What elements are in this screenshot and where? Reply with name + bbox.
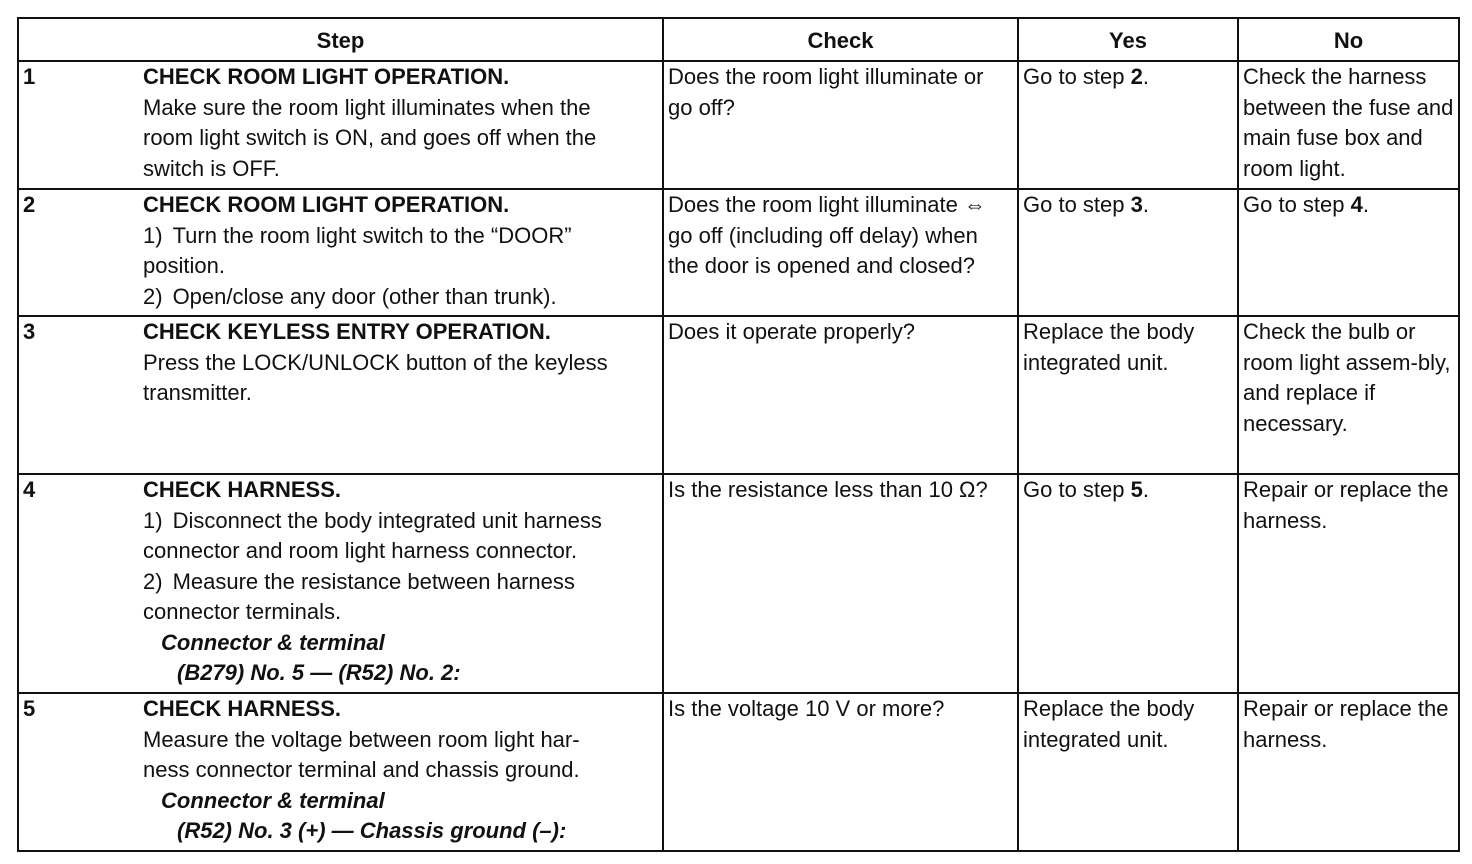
yes-text: Go to step (1023, 192, 1131, 217)
step-ref: 5 (1130, 477, 1143, 502)
yes-cell (1018, 474, 1238, 693)
yes-cell (1018, 189, 1238, 316)
sub-step-index: 2) (143, 568, 163, 594)
sub-step-text: position. (143, 253, 225, 278)
step-number: 5 (23, 696, 36, 721)
step-text: switch is OFF. (143, 155, 280, 181)
table-row (18, 693, 1459, 851)
no-cell: Repair or replace the harness. (1238, 693, 1459, 851)
step-title: CHECK ROOM LIGHT OPERATION. (143, 192, 510, 217)
step-cell (18, 316, 663, 474)
sub-step (143, 506, 658, 537)
table-row (18, 474, 1459, 693)
yes-cell: Replace the body integrated unit. (1018, 316, 1238, 474)
step-title: CHECK ROOM LIGHT OPERATION. (143, 64, 510, 89)
step-title: CHECK HARNESS. (143, 696, 342, 721)
header-step: Step (18, 18, 663, 61)
sub-step (143, 597, 658, 628)
step-text: room light switch is ON, and goes off when the (143, 125, 597, 150)
sub-step-text: connector and room light harness connector. (143, 538, 578, 563)
connector-value: (R52) No. 3 (+) — Chassis ground (–): (177, 818, 567, 843)
sub-step-text: Open/close any door (other than trunk). (172, 283, 557, 309)
check-cell: Is the voltage 10 V or more? (663, 693, 1018, 851)
no-suffix: . (1362, 192, 1369, 217)
step-cell (18, 474, 663, 693)
sub-step-index: 2) (143, 283, 163, 309)
step-title: CHECK HARNESS. (143, 477, 342, 502)
yes-cell: Replace the body integrated unit. (1018, 693, 1238, 851)
connector-label: Connector & terminal (161, 629, 385, 655)
step-ref: 2 (1130, 64, 1143, 89)
step-title: CHECK KEYLESS ENTRY OPERATION. (143, 319, 551, 344)
sub-step-text: Measure the resistance between harness (172, 568, 575, 594)
sub-step-text: Disconnect the body integrated unit harness (172, 507, 602, 533)
connector-label: Connector & terminal (161, 787, 385, 813)
sub-step-index: 1) (143, 507, 163, 533)
connector-value: (B279) No. 5 — (R52) No. 2: (177, 660, 461, 685)
step-number: 3 (23, 319, 36, 344)
yes-suffix: . (1142, 192, 1149, 217)
step-text: ness connector terminal and chassis ground. (143, 757, 580, 782)
step-ref: 3 (1130, 192, 1143, 217)
header-yes: Yes (1018, 18, 1238, 61)
check-cell: Is the resistance less than 10 Ω? (663, 474, 1018, 693)
table-row (18, 189, 1459, 316)
step-number: 4 (23, 477, 36, 502)
no-text: Go to step (1243, 192, 1351, 217)
step-text: transmitter. (143, 380, 252, 405)
check-cell: Does the room light illuminate or go off? (663, 61, 1018, 189)
check-cell: Does it operate properly? (663, 316, 1018, 474)
diagnostic-table (17, 17, 1460, 852)
sub-step-index: 1) (143, 222, 163, 248)
step-text: Make sure the room light illuminates when the (143, 94, 591, 120)
table-row (18, 316, 1459, 474)
step-number: 2 (23, 192, 36, 217)
sub-step (143, 221, 658, 252)
step-number: 1 (23, 64, 36, 89)
header-check: Check (663, 18, 1018, 61)
yes-text: Go to step (1023, 477, 1131, 502)
yes-suffix: . (1142, 64, 1149, 89)
no-cell: Check the bulb or room light assem-bly, and replace if necessary. (1238, 316, 1459, 474)
sub-step-text: Turn the room light switch to the “DOOR” (172, 222, 572, 248)
yes-cell (1018, 61, 1238, 189)
step-cell (18, 693, 663, 851)
table-row (18, 61, 1459, 189)
step-cell (18, 61, 663, 189)
yes-suffix: . (1142, 477, 1149, 502)
step-text: Measure the voltage between room light har- (143, 726, 580, 752)
yes-text: Go to step (1023, 64, 1131, 89)
header-no: No (1238, 18, 1459, 61)
sub-step (143, 251, 658, 282)
step-ref: 4 (1350, 192, 1363, 217)
no-cell: Check the harness between the fuse and main fuse box and room light. (1238, 61, 1459, 189)
sub-step (143, 567, 658, 598)
check-cell: Does the room light illuminate ⇔ go off (including off delay) when the door is opened and closed? (663, 189, 1018, 316)
no-cell: Repair or replace the harness. (1238, 474, 1459, 693)
sub-step (143, 282, 658, 313)
sub-step (143, 536, 658, 567)
step-text: Press the LOCK/UNLOCK button of the keyless (143, 349, 608, 375)
step-cell (18, 189, 663, 316)
no-cell (1238, 189, 1459, 316)
sub-step-text: connector terminals. (143, 599, 342, 624)
header-row (18, 18, 1459, 61)
